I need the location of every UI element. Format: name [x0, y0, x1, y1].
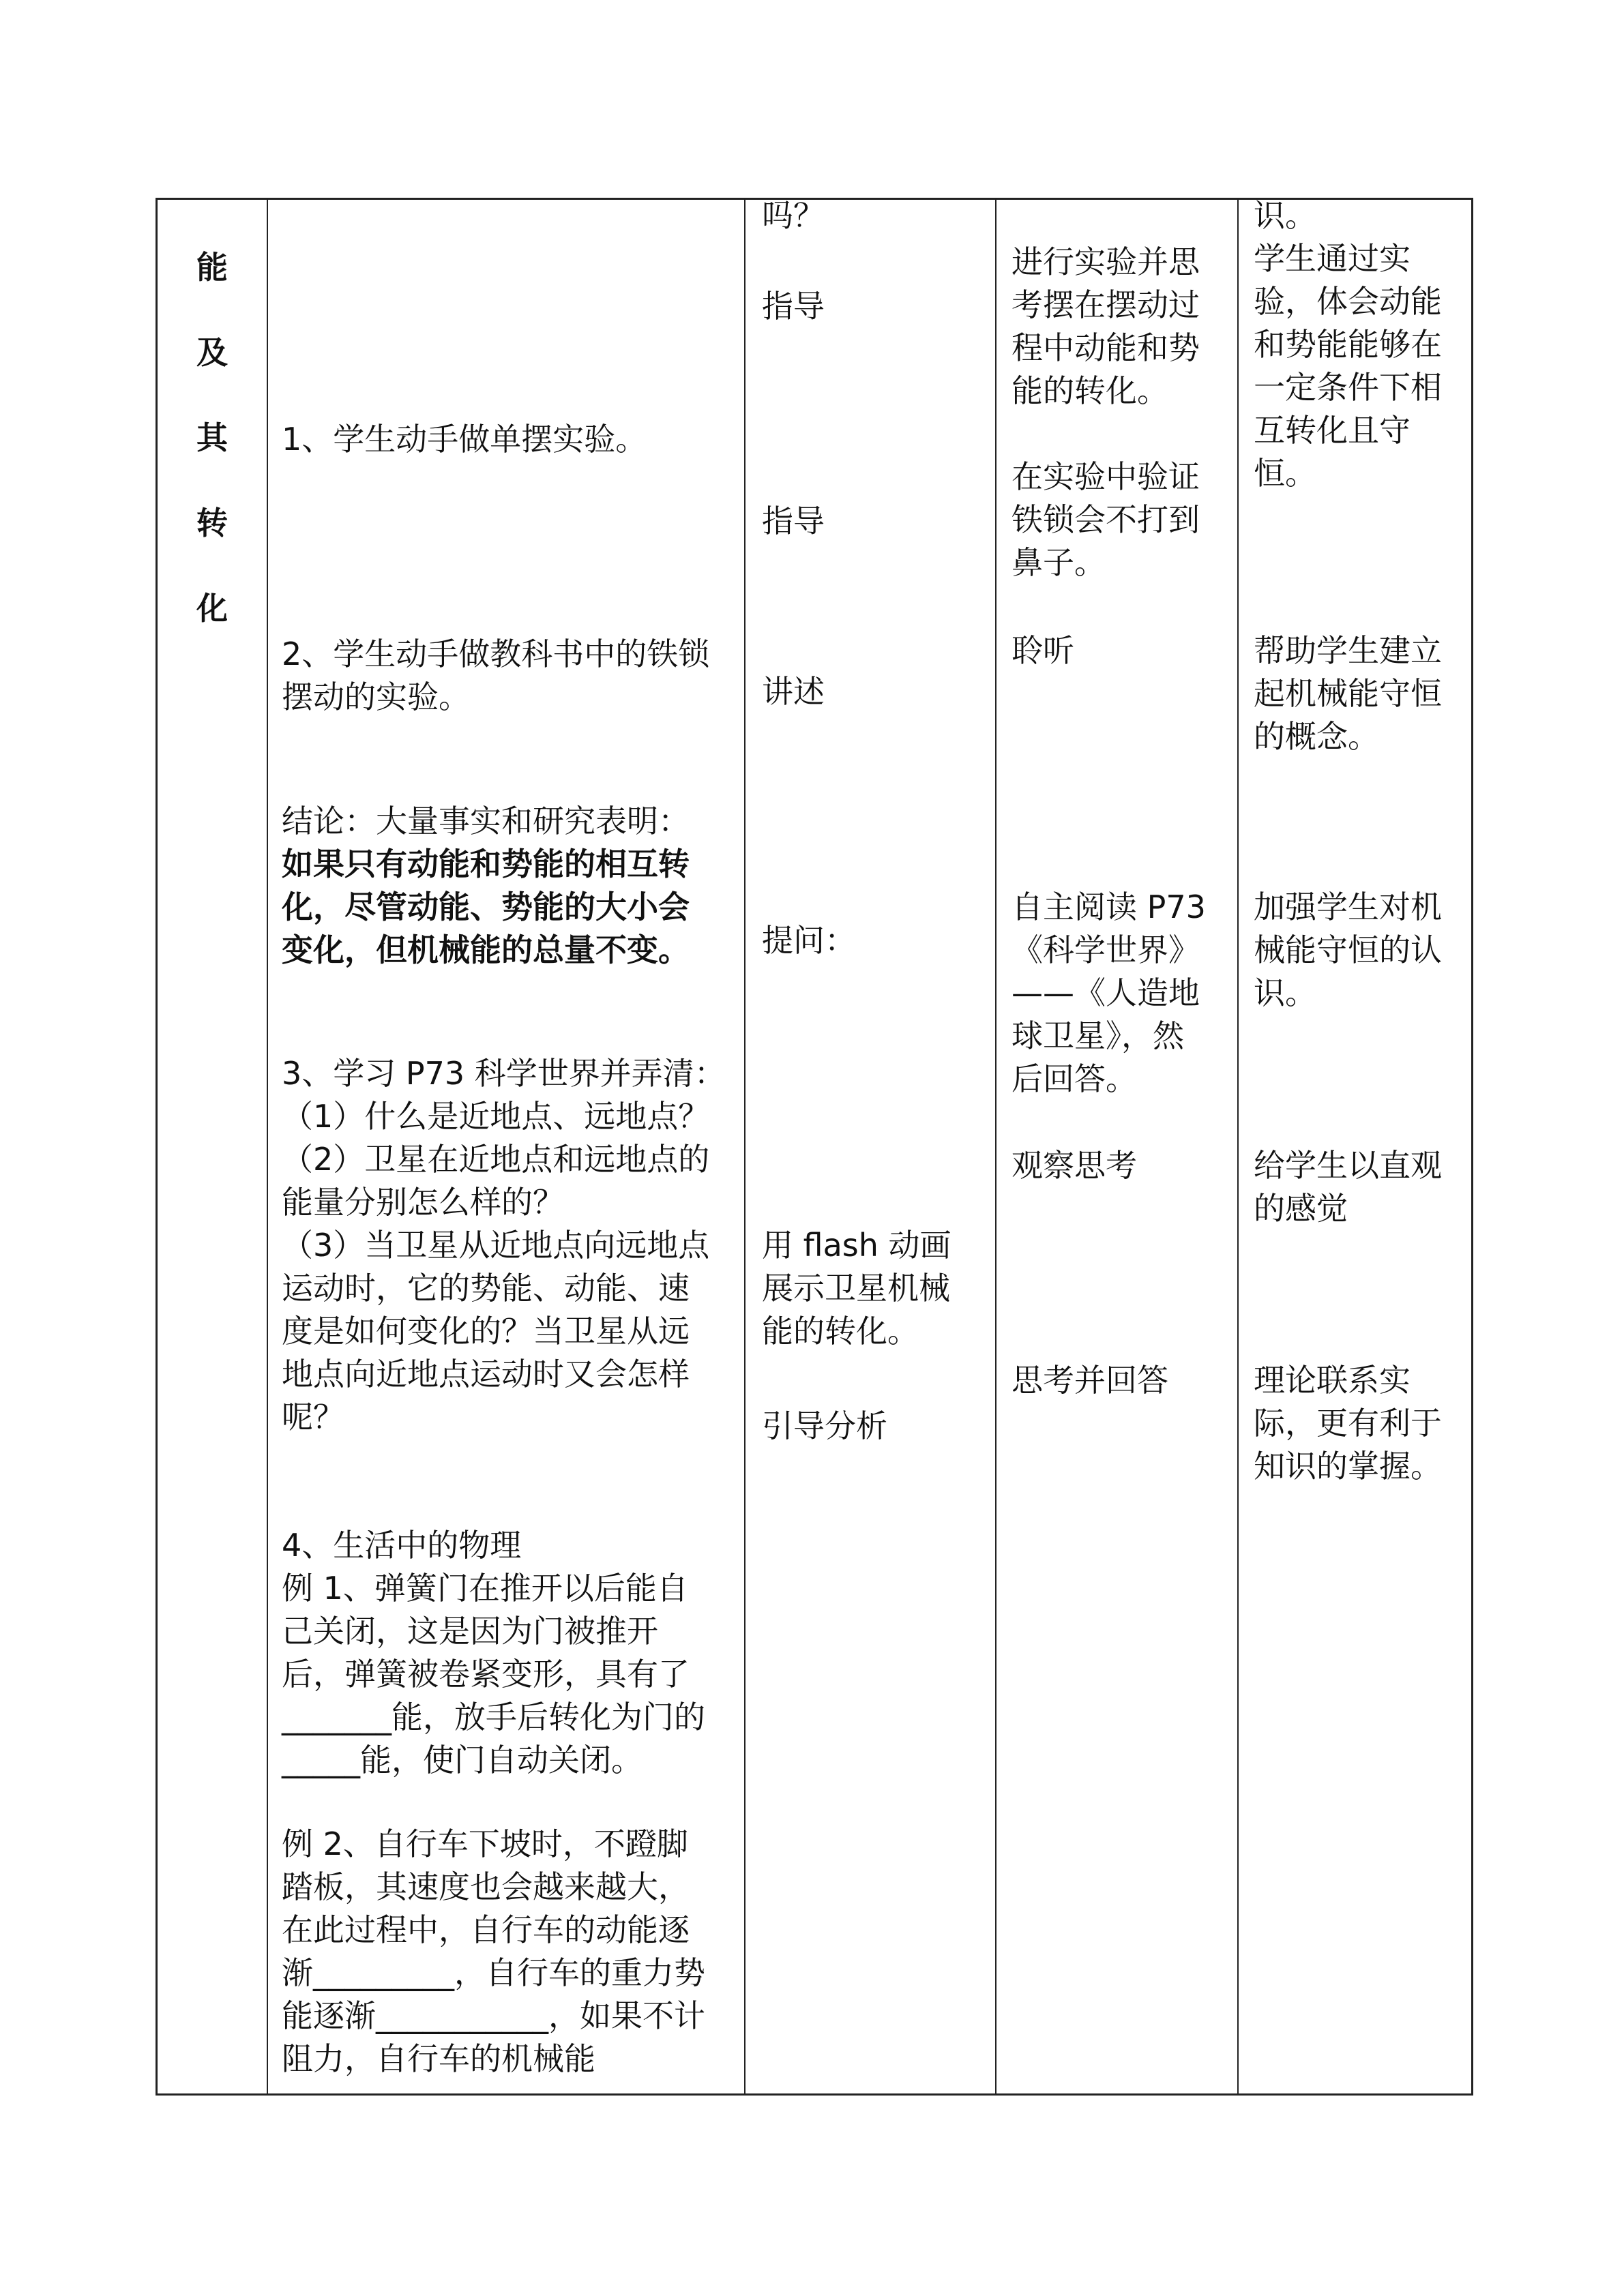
student-text: 能的转化。 [1012, 372, 1168, 409]
topic-char: 其 [196, 419, 228, 456]
item-3-line: （1）什么是近地点、远地点？ [282, 1098, 710, 1135]
student-text: 观察思考 [1012, 1147, 1137, 1184]
lesson-table [156, 198, 1473, 2096]
teacher-text: 用 flash 动画 [762, 1227, 951, 1264]
example-2-line: 在此过程中，自行车的动能逐 [282, 1911, 690, 1948]
intent-text: 知识的掌握。 [1254, 1448, 1442, 1485]
example-2-line: 渐_________，自行车的重力势 [282, 1954, 705, 1991]
example-2-line: 阻力，自行车的机械能 [282, 2040, 595, 2077]
conclusion-bold-line: 变化，但机械能的总量不变。 [282, 931, 690, 968]
student-text: 《科学世界》 [1012, 931, 1200, 968]
topic-char: 能 [196, 249, 228, 286]
example-1-line: 后，弹簧被卷紧变形，具有了 [282, 1656, 690, 1693]
student-cell [996, 200, 1237, 2093]
intent-text: 际，更有利于 [1254, 1405, 1442, 1442]
intent-text: 械能守恒的认 [1254, 931, 1442, 968]
teacher-text: 引导分析 [762, 1407, 887, 1444]
teacher-cell [745, 197, 995, 2093]
item-3-line: （3）当卫星从近地点向远地点 [282, 1227, 710, 1264]
teacher-text: 讲述 [762, 673, 825, 710]
topic-char: 及 [196, 334, 228, 371]
conclusion-bold-line: 化，尽管动能、势能的大小会 [282, 889, 690, 925]
student-text: 思考并回答 [1012, 1362, 1168, 1399]
intent-text: 互转化且守 [1254, 412, 1411, 449]
student-text: 考摆在摆动过 [1012, 286, 1200, 323]
intent-text: 理论联系实 [1254, 1362, 1411, 1399]
intent-text: 加强学生对机 [1254, 889, 1442, 925]
example-1-line: 己关闭，这是因为门被推开 [282, 1613, 658, 1650]
teacher-text: 提问： [762, 922, 856, 959]
intent-text: 的概念。 [1254, 718, 1379, 755]
example-1-line: _______能，放手后转化为门的 [282, 1699, 705, 1735]
intent-text: 恒。 [1254, 455, 1316, 492]
example-2-line: 能逐渐___________，如果不计 [282, 1997, 705, 2034]
student-text: 后回答。 [1012, 1060, 1137, 1097]
student-text: ——《人造地 [1012, 974, 1200, 1011]
intent-text: 一定条件下相 [1254, 369, 1442, 406]
item-3-line: 呢？ [282, 1399, 344, 1435]
content-cell [268, 200, 744, 2093]
teacher-text: 能的转化。 [762, 1313, 919, 1350]
student-text: 在实验中验证 [1012, 458, 1200, 495]
intent-text: 和势能能够在 [1254, 326, 1442, 363]
intent-text: 的感觉 [1254, 1190, 1348, 1227]
student-text: 程中动能和势 [1012, 329, 1200, 366]
item-3-line: 3、学习 P73 科学世界并弄清： [282, 1055, 726, 1092]
conclusion-bold-line: 如果只有动能和势能的相互转 [282, 846, 690, 882]
topic-char: 化 [196, 590, 228, 627]
student-text: 自主阅读 P73 [1012, 889, 1206, 925]
example-1-line: _____能，使门自动关闭。 [282, 1742, 643, 1778]
student-text: 进行实验并思 [1012, 243, 1200, 280]
intent-text: 帮助学生建立 [1254, 632, 1442, 669]
teacher-text: 指导 [762, 288, 825, 325]
example-1-line: 例 1、弹簧门在推开以后能自 [282, 1570, 688, 1607]
teacher-text: 指导 [762, 503, 825, 539]
teacher-text: 吗？ [762, 197, 825, 234]
student-text: 聆听 [1012, 632, 1074, 669]
example-2-line: 踏板，其速度也会越来越大， [282, 1868, 690, 1905]
item-3-line: （2）卫星在近地点和远地点的 [282, 1141, 710, 1178]
item-3-line: 地点向近地点运动时又会怎样 [282, 1356, 690, 1392]
example-2-line: 例 2、自行车下坡时，不蹬脚 [282, 1825, 688, 1862]
item-3-line: 能量分别怎么样的？ [282, 1184, 564, 1221]
intent-cell [1239, 197, 1473, 2093]
intent-text: 起机械能守恒 [1254, 675, 1442, 712]
item-3-line: 运动时，它的势能、动能、速 [282, 1270, 690, 1307]
intent-text: 学生通过实 [1254, 240, 1411, 277]
student-text: 铁锁会不打到 [1012, 501, 1200, 538]
intent-text: 验，体会动能 [1254, 283, 1442, 320]
teacher-text: 展示卫星机械 [762, 1270, 950, 1307]
item-3-line: 度是如何变化的？当卫星从远 [282, 1313, 690, 1350]
item-1: 1、学生动手做单摆实验。 [282, 421, 647, 458]
item-4-title: 4、生活中的物理 [282, 1527, 522, 1564]
student-text: 鼻子。 [1012, 544, 1106, 581]
conclusion-intro: 结论：大量事实和研究表明： [282, 803, 690, 839]
intent-text: 识。 [1254, 197, 1316, 234]
intent-text: 给学生以直观 [1254, 1147, 1442, 1184]
topic-cell [158, 200, 267, 2093]
student-text: 球卫星》，然 [1012, 1017, 1184, 1054]
topic-char: 转 [196, 505, 228, 541]
item-2-line: 摆动的实验。 [282, 679, 470, 715]
intent-text: 识。 [1254, 974, 1316, 1011]
item-2-line: 2、学生动手做教科书中的铁锁 [282, 636, 710, 672]
